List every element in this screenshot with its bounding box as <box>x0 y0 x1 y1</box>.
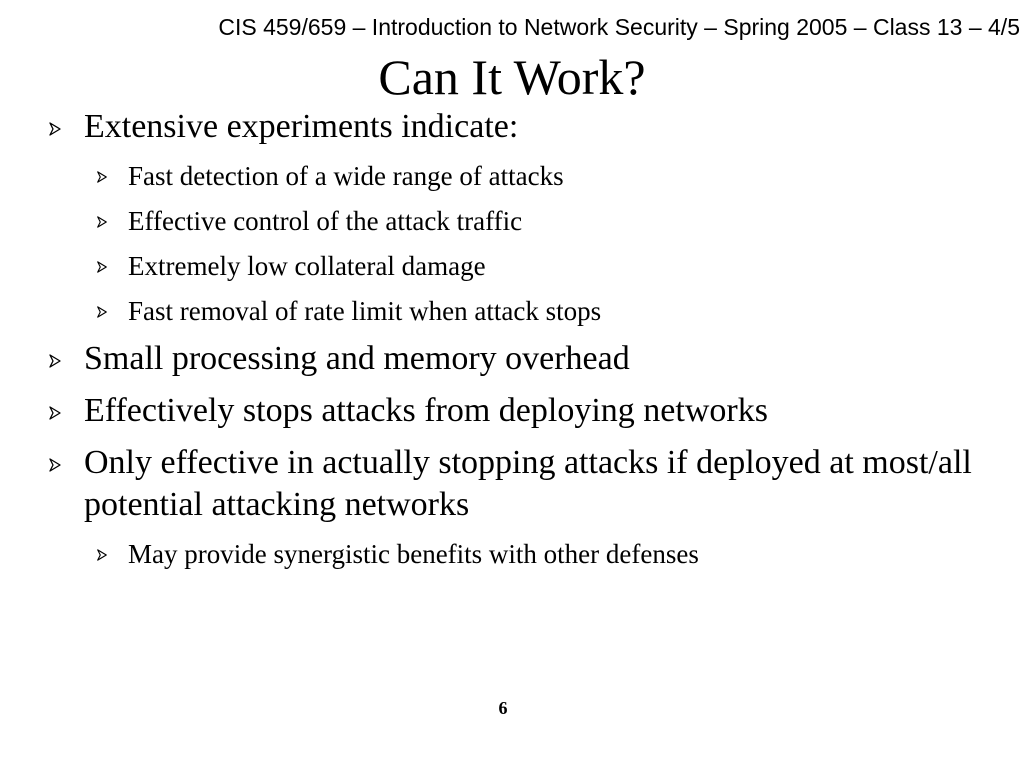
arrowhead-bullet-icon <box>48 122 62 136</box>
bullet-item <box>42 338 972 380</box>
bullet-list <box>42 106 972 571</box>
bullet-text: Extensive experiments indicate: <box>84 108 519 145</box>
arrowhead-bullet-icon <box>96 216 108 228</box>
sub-bullet-item <box>84 204 972 238</box>
page-number: 6 <box>498 698 508 718</box>
arrowhead-bullet-icon <box>96 306 108 318</box>
arrowhead-bullet-icon <box>96 261 108 273</box>
arrowhead-bullet-icon <box>96 549 108 561</box>
bullet-item <box>42 442 972 526</box>
bullet-item <box>42 390 972 432</box>
sub-bullet-item <box>84 537 972 571</box>
sub-bullet-text: Fast detection of a wide range of attacks <box>128 161 564 191</box>
sub-bullet-text: May provide synergistic benefits with other defenses <box>128 539 699 569</box>
sub-bullet-item <box>84 249 972 283</box>
sub-bullet-text: Fast removal of rate limit when attack stops <box>128 296 602 326</box>
sub-bullet-item <box>84 294 972 328</box>
slide-title: Can It Work? <box>378 49 646 105</box>
sub-bullet-item <box>84 159 972 193</box>
arrowhead-bullet-icon <box>48 354 62 368</box>
sub-bullet-text: Effective control of the attack traffic <box>128 206 523 236</box>
bullet-text: Effectively stops attacks from deploying networks <box>84 392 768 429</box>
arrowhead-bullet-icon <box>96 171 108 183</box>
arrowhead-bullet-icon <box>48 406 62 420</box>
sub-bullet-text: Extremely low collateral damage <box>128 251 486 281</box>
bullet-text: Small processing and memory overhead <box>84 340 630 377</box>
course-header: CIS 459/659 – Introduction to Network Security – Spring 2005 – Class 13 – 4/5 <box>218 14 1020 40</box>
bullet-text: Only effective in actually stopping attacks if deployed at most/all potential attacking networks <box>84 444 972 523</box>
bullet-item <box>42 106 972 148</box>
arrowhead-bullet-icon <box>48 458 62 472</box>
